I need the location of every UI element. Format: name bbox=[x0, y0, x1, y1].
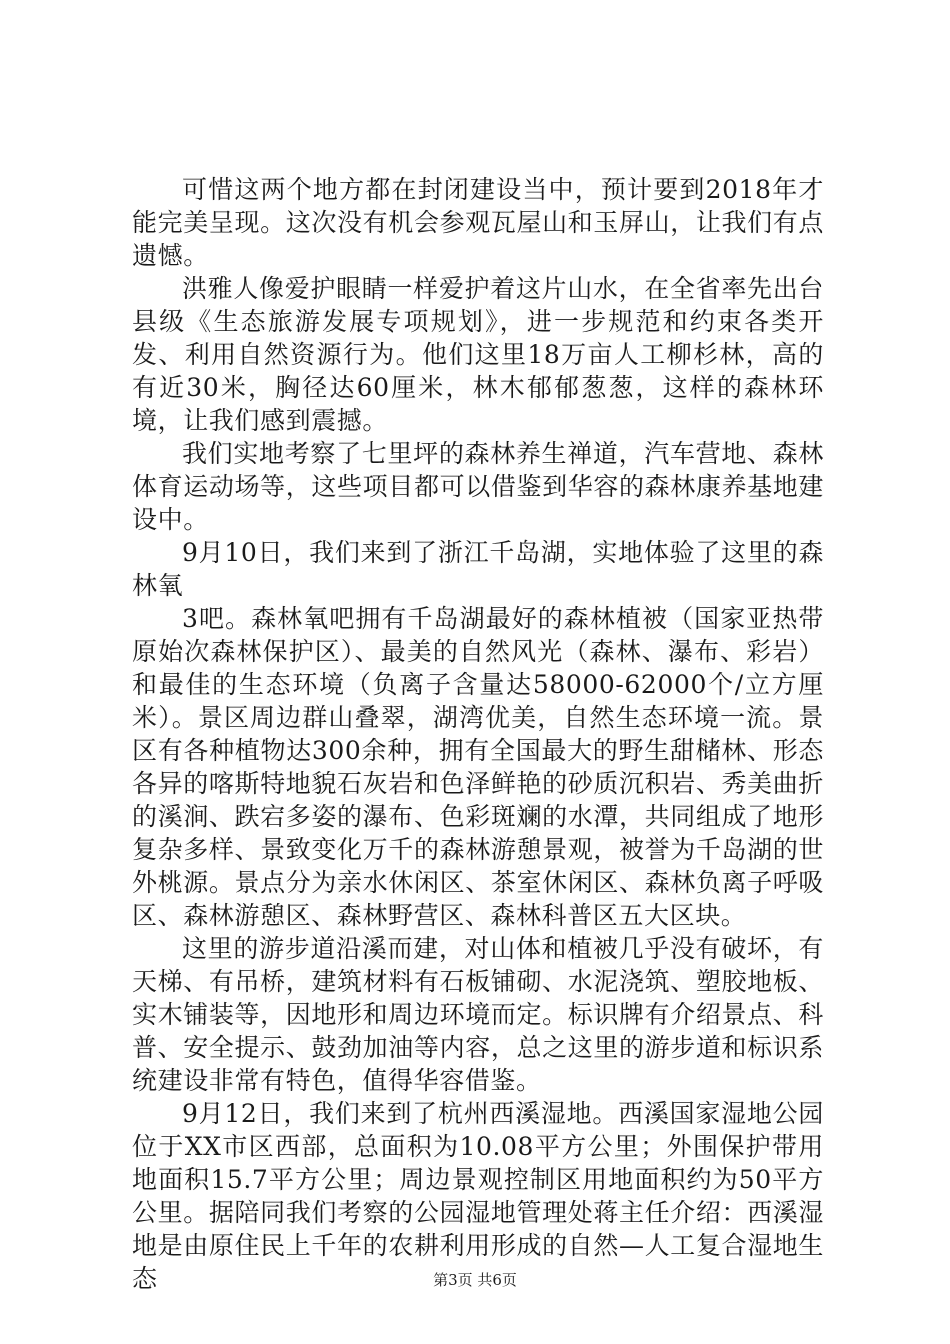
document-body bbox=[132, 173, 824, 1295]
paragraph-5: 3吧。森林氧吧拥有千岛湖最好的森林植被（国家亚热带原始次森林保护区）、最美的自然风光（森林、瀑布、彩岩）和最佳的生态环境（负离子含量达58000-62000个/立方厘米）。景区周边群山叠翠，湖湾优美，自然生态环境一流。景区有各种植物达300余种，拥有全国最大的野生甜槠林、形态各异的喀斯特地貌石灰岩和色泽鲜艳的砂质沉积岩、秀美曲折的溪涧、跌宕多姿的瀑布、色彩斑斓的水潭，共同组成了地形复杂多样、景致变化万千的森林游憩景观，被誉为千岛湖的世外桃源。景点分为亲水休闲区、茶室休闲区、森林负离子呼吸区、森林游憩区、森林野营区、森林科普区五大区块。 bbox=[132, 604, 824, 930]
paragraph-2: 洪雅人像爱护眼睛一样爱护着这片山水，在全省率先出台县级《生态旅游发展专项规划》，进一步规范和约束各类开发、利用自然资源行为。他们这里18万亩人工柳杉林，高的有近30米，胸径达60厘米，林木郁郁葱葱，这样的森林环境，让我们感到震撼。 bbox=[132, 274, 824, 435]
paragraph-3: 我们实地考察了七里坪的森林养生禅道，汽车营地、森林体育运动场等，这些项目都可以借鉴到华容的森林康养基地建设中。 bbox=[132, 439, 824, 534]
paragraph-1: 可惜这两个地方都在封闭建设当中，预计要到2018年才能完美呈现。这次没有机会参观瓦屋山和玉屏山，让我们有点遗憾。 bbox=[132, 175, 824, 270]
page-footer: 第3页 共6页 bbox=[433, 1271, 517, 1289]
paragraph-4: 9月10日，我们来到了浙江千岛湖，实地体验了这里的森林氧 bbox=[132, 538, 824, 600]
paragraph-7: 9月12日，我们来到了杭州西溪湿地。西溪国家湿地公园位于XX市区西部，总面积为10.08平方公里；外围保护带用地面积15.7平方公里；周边景观控制区用地面积约为50平方公里。据陪同我们考察的公园湿地管理处蒋主任介绍：西溪湿地是由原住民上千年的农耕利用形成的自然—人工复合湿地生态 bbox=[132, 1099, 824, 1293]
paragraph-6: 这里的游步道沿溪而建，对山体和植被几乎没有破坏，有天梯、有吊桥，建筑材料有石板铺砌、水泥浇筑、塑胶地板、实木铺装等，因地形和周边环境而定。标识牌有介绍景点、科普、安全提示、鼓劲加油等内容，总之这里的游步道和标识系统建设非常有特色，值得华容借鉴。 bbox=[132, 934, 824, 1095]
